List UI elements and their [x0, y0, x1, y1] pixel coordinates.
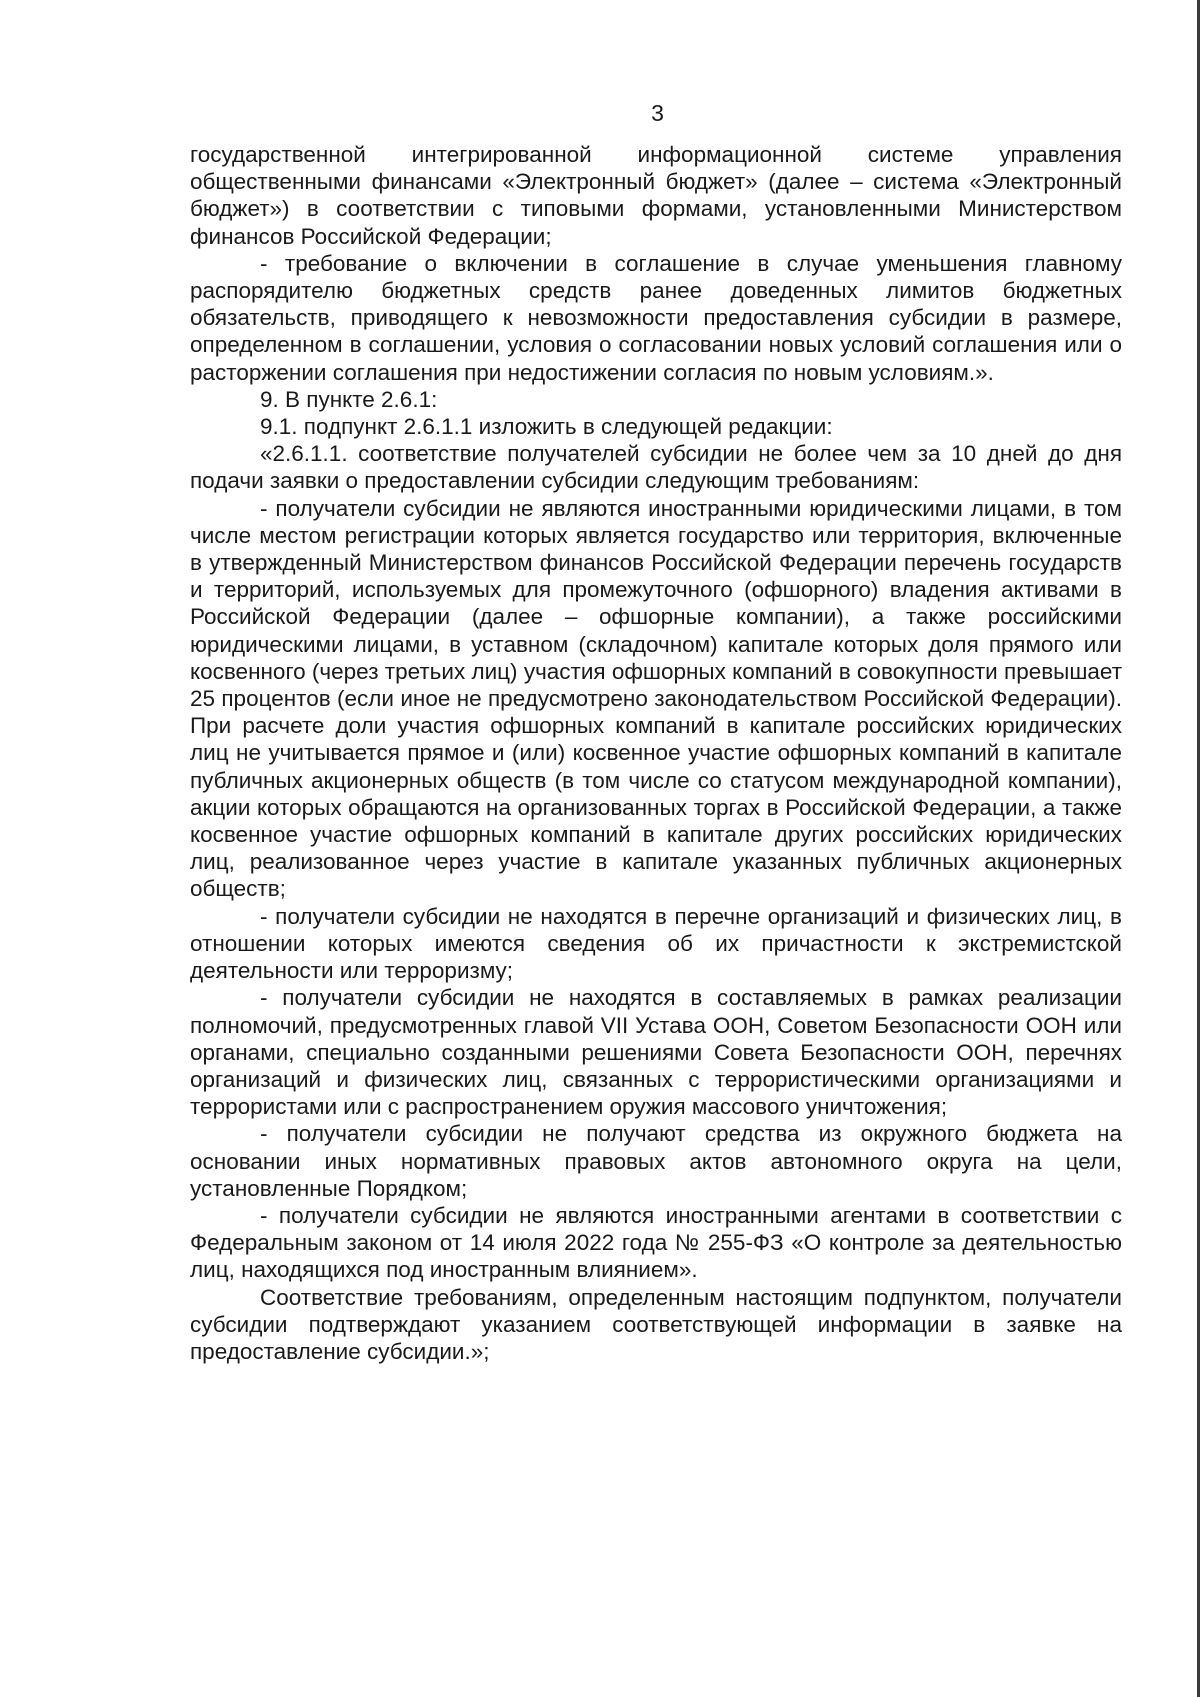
paragraph-foreign-agents: - получатели субсидии не являются иностранными агентами в соответствии с Федеральным законом от 14 июля 2022 года № 255-ФЗ «О контроле за деятельностью лиц, находящихся под иностранным влиянием». — [190, 1202, 1122, 1283]
paragraph-item-9: 9. В пункте 2.6.1: — [260, 386, 438, 412]
paragraph-confirmation: Соответствие требованиям, определенным настоящим подпунктом, получатели субсидии подтверждают указанием соответствующей информации в заявке на предоставление субсидии.»; — [190, 1284, 1122, 1364]
paragraph-extremism-list: - получатели субсидии не находятся в перечне организаций и физических лиц, в отношении которых имеются сведения об их причастности к экстремистской деятельности или терроризму; — [190, 903, 1122, 984]
paragraph-system-electronic-budget: государственной интегрированной информационной системе управления общественными финансами «Электронный бюджет» (далее – система «Электронный бюджет») в соответствии с типовыми формами, установленными Министерством финансов Российской Федерации; — [190, 142, 1122, 249]
paragraph-subitem-2-6-1-1: «2.6.1.1. соответствие получателей субсидии не более чем за 10 дней до дня подачи заявки о предоставлении субсидии следующим требованиям: — [190, 441, 1122, 494]
paragraph-district-budget: - получатели субсидии не получают средства из окружного бюджета на основании иных нормативных правовых актов автономного округа на цели, установленные Порядком; — [190, 1121, 1122, 1201]
paragraph-offshore-companies: - получатели субсидии не являются иностранными юридическими лицами, в том числе местом регистрации которых является государство или территория, включенные в утвержденный Министерством финансов Российской Федерации перечень государств и территорий, используемых для промежуточного (офшорного) владения активами в Российской Федерации (далее – офшорные компании), а также российскими юридическими лицами, в уставном (складочном) капитале которых доля прямого или косвенного (через третьих лиц) участия офшорных компаний в совокупности превышает 25 процентов (если иное не предусмотрено законодательством Российской Федерации). При расчете доли участия офшорных компаний в капитале российских юридических лиц не учитывается прямое и (или) косвенное участие офшорных компаний в капитале публичных акционерных обществ (в том числе со статусом международной компании), акции которых обращаются на организованных торгах в Российской Федерации, а также косвенное участие офшорных компаний в капитале других российских юридических лиц, реализованное через участие в капитале указанных публичных акционерных обществ; — [190, 495, 1122, 902]
page-number: 3 — [651, 100, 664, 126]
paragraph-item-9-1: 9.1. подпункт 2.6.1.1 изложить в следующей редакции: — [260, 414, 833, 440]
document-body — [190, 141, 1122, 1365]
paragraph-un-security-council: - получатели субсидии не находятся в составляемых в рамках реализации полномочий, предусмотренных главой VII Устава ООН, Советом Безопасности ООН или органами, специально созданными решениями Совета Безопасности ООН, перечнях организаций и физических лиц, связанных с террористическими организациями и террористами или с распространением оружия массового уничтожения; — [190, 985, 1122, 1120]
paragraph-requirement-limits: - требование о включении в соглашение в случае уменьшения главному распорядителю бюджетных средств ранее доведенных лимитов бюджетных обязательств, приводящего к невозможности предоставления субсидии в размере, определенном в соглашении, условия о согласовании новых условий соглашения или о расторжении соглашения при недостижении согласия по новым условиям.». — [190, 250, 1122, 385]
